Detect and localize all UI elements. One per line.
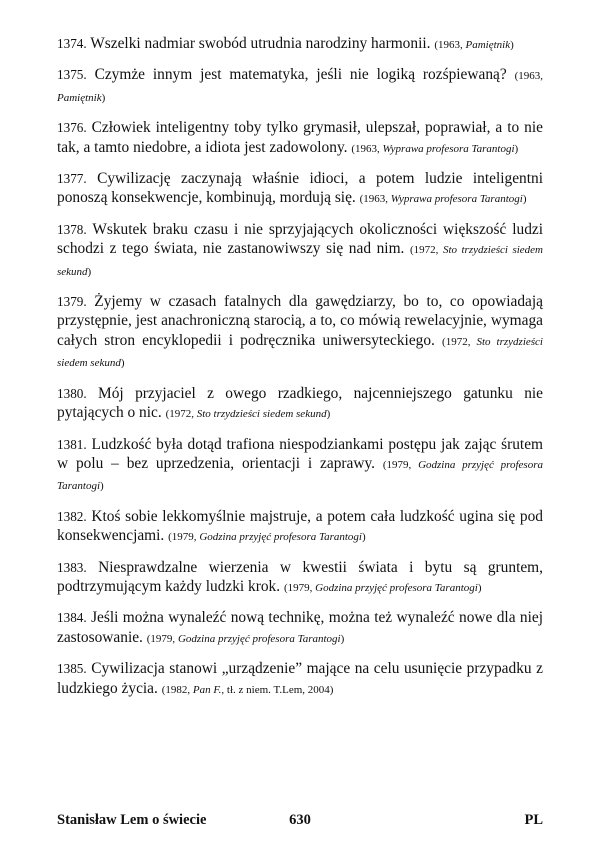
quote-entry-1374 [57, 34, 543, 55]
quote-source: (1979, Godzina przyjęć profesora Tarantogi) [146, 632, 345, 645]
source-title: Sto trzydzieści siedem sekund [57, 244, 543, 278]
quote-entry-1383 [57, 558, 543, 599]
footer-language: PL [524, 812, 543, 828]
quote-text: Jeśli można wynaleźć nową technikę, można też wynaleźć nowe dla niej zastosowanie. [57, 609, 543, 646]
quote-number: 1385. [57, 661, 87, 677]
quote-entry-1384 [57, 608, 543, 649]
quote-text: Ktoś sobie lekkomyślnie majstruje, a potem cała ludzkość ugina się pod konsekwencjami. [57, 507, 543, 545]
source-title: Sto trzydzieści siedem sekund [196, 408, 327, 421]
quote-number: 1381. [57, 436, 87, 452]
quote-number: 1375. [57, 67, 87, 83]
quote-number: 1376. [57, 120, 87, 136]
quote-number: 1384. [57, 610, 87, 626]
quote-text: Cywilizację zaczynają właśnie idioci, a potem ludzie inteligentni ponoszą konsekwencje, kombinują, mordują się. [57, 170, 543, 207]
source-title: Godzina przyjęć profesora Tarantogi [315, 581, 478, 594]
quote-text: Czymże innym jest matematyka, jeśli nie logiką rozśpiewaną? [94, 66, 507, 84]
source-title: Wyprawa profesora Tarantogi [382, 142, 515, 155]
quote-source: (1963, Pamiętnik) [57, 70, 543, 104]
footer-book-title: Stanisław Lem o świecie [57, 812, 207, 828]
source-title: Pamiętnik [465, 39, 511, 51]
quote-source: (1972, Sto trzydzieści siedem sekund) [57, 335, 543, 370]
quote-number: 1379. [57, 294, 87, 310]
quote-number: 1382. [57, 508, 87, 524]
quote-text: Wskutek braku czasu i nie sprzyjających okoliczności większość ludzi schodzi z tego świata, nie zastanowiwszy się nad nim. [57, 220, 543, 258]
quote-entry-1375 [57, 65, 543, 108]
quote-text: Mój przyjaciel z owego rzadkiego, najcenniejszego gatunku nie pytających o nic. [57, 384, 543, 422]
source-title: Wyprawa profesora Tarantogi [390, 193, 523, 206]
source-title: Godzina przyjęć profesora Tarantogi [199, 531, 362, 544]
quote-entry-1385 [57, 659, 543, 700]
quote-text: Ludzkość była dotąd trafiona niespodziankami postępu jak zając śrutem w polu – bez uprzedzenia, orientacji i zaprawy. [57, 435, 543, 472]
quote-number: 1378. [57, 221, 87, 237]
quote-number: 1380. [57, 385, 87, 401]
quotes-list [57, 34, 543, 710]
source-title: Pan F. [192, 683, 222, 696]
source-title: Godzina przyjęć profesora Tarantogi [57, 458, 543, 493]
quote-number: 1383. [57, 559, 87, 575]
quote-number: 1377. [57, 171, 87, 187]
quote-text: Cywilizacja stanowi „urządzenie” mające na celu usunięcie przypadku z ludzkiego życia. [57, 660, 543, 697]
quote-source: (1963, Pamiętnik) [434, 39, 514, 51]
quote-source: (1972, Sto trzydzieści siedem sekund) [165, 408, 331, 421]
quote-text: Człowiek inteligentny toby tylko grymasił, ulepszał, poprawiał, a to nie tak, a tamto niedobre, a idiota jest zadowolony. [57, 119, 543, 156]
quote-entry-1381 [57, 435, 543, 497]
quote-source: (1963, Wyprawa profesora Tarantogi) [359, 193, 527, 206]
quote-entry-1377 [57, 169, 543, 210]
page-footer [57, 812, 543, 834]
quote-entry-1380 [57, 384, 543, 425]
quote-text: Wszelki nadmiar swobód utrudnia narodziny harmonii. [90, 35, 431, 52]
quote-entry-1378 [57, 220, 543, 282]
source-title: Godzina przyjęć profesora Tarantogi [177, 632, 341, 645]
page-number: 630 [289, 812, 311, 828]
quote-entry-1376 [57, 118, 543, 159]
source-title: Sto trzydzieści siedem sekund [57, 335, 543, 370]
quote-source: (1972, Sto trzydzieści siedem sekund) [57, 244, 543, 278]
quote-entry-1379 [57, 292, 543, 374]
quote-entry-1382 [57, 507, 543, 548]
quote-number: 1374. [57, 36, 87, 51]
quote-source: (1979, Godzina przyjęć profesora Tarantogi) [168, 531, 366, 544]
quote-source: (1979, Godzina przyjęć profesora Tarantogi) [57, 458, 543, 493]
quote-text: Niesprawdzalne wierzenia w kwestii świata i bytu są gruntem, podtrzymującym każdy ludzki krok. [57, 558, 543, 595]
source-title: Pamiętnik [57, 91, 102, 104]
quote-source: (1982, Pan F., tł. z niem. T.Lem, 2004) [161, 683, 334, 696]
quote-text: Żyjemy w czasach fatalnych dla gawędziarzy, bo to, co opowiadają przystępnie, jest anachroniczną starocią, a to, co mówią rewelacyjnie, wymaga całych stron encyklopedii i podręcznika uniwersyteckiego. [57, 293, 543, 349]
quote-source: (1963, Wyprawa profesora Tarantogi) [351, 142, 519, 155]
quote-source: (1979, Godzina przyjęć profesora Tarantogi) [283, 581, 482, 594]
